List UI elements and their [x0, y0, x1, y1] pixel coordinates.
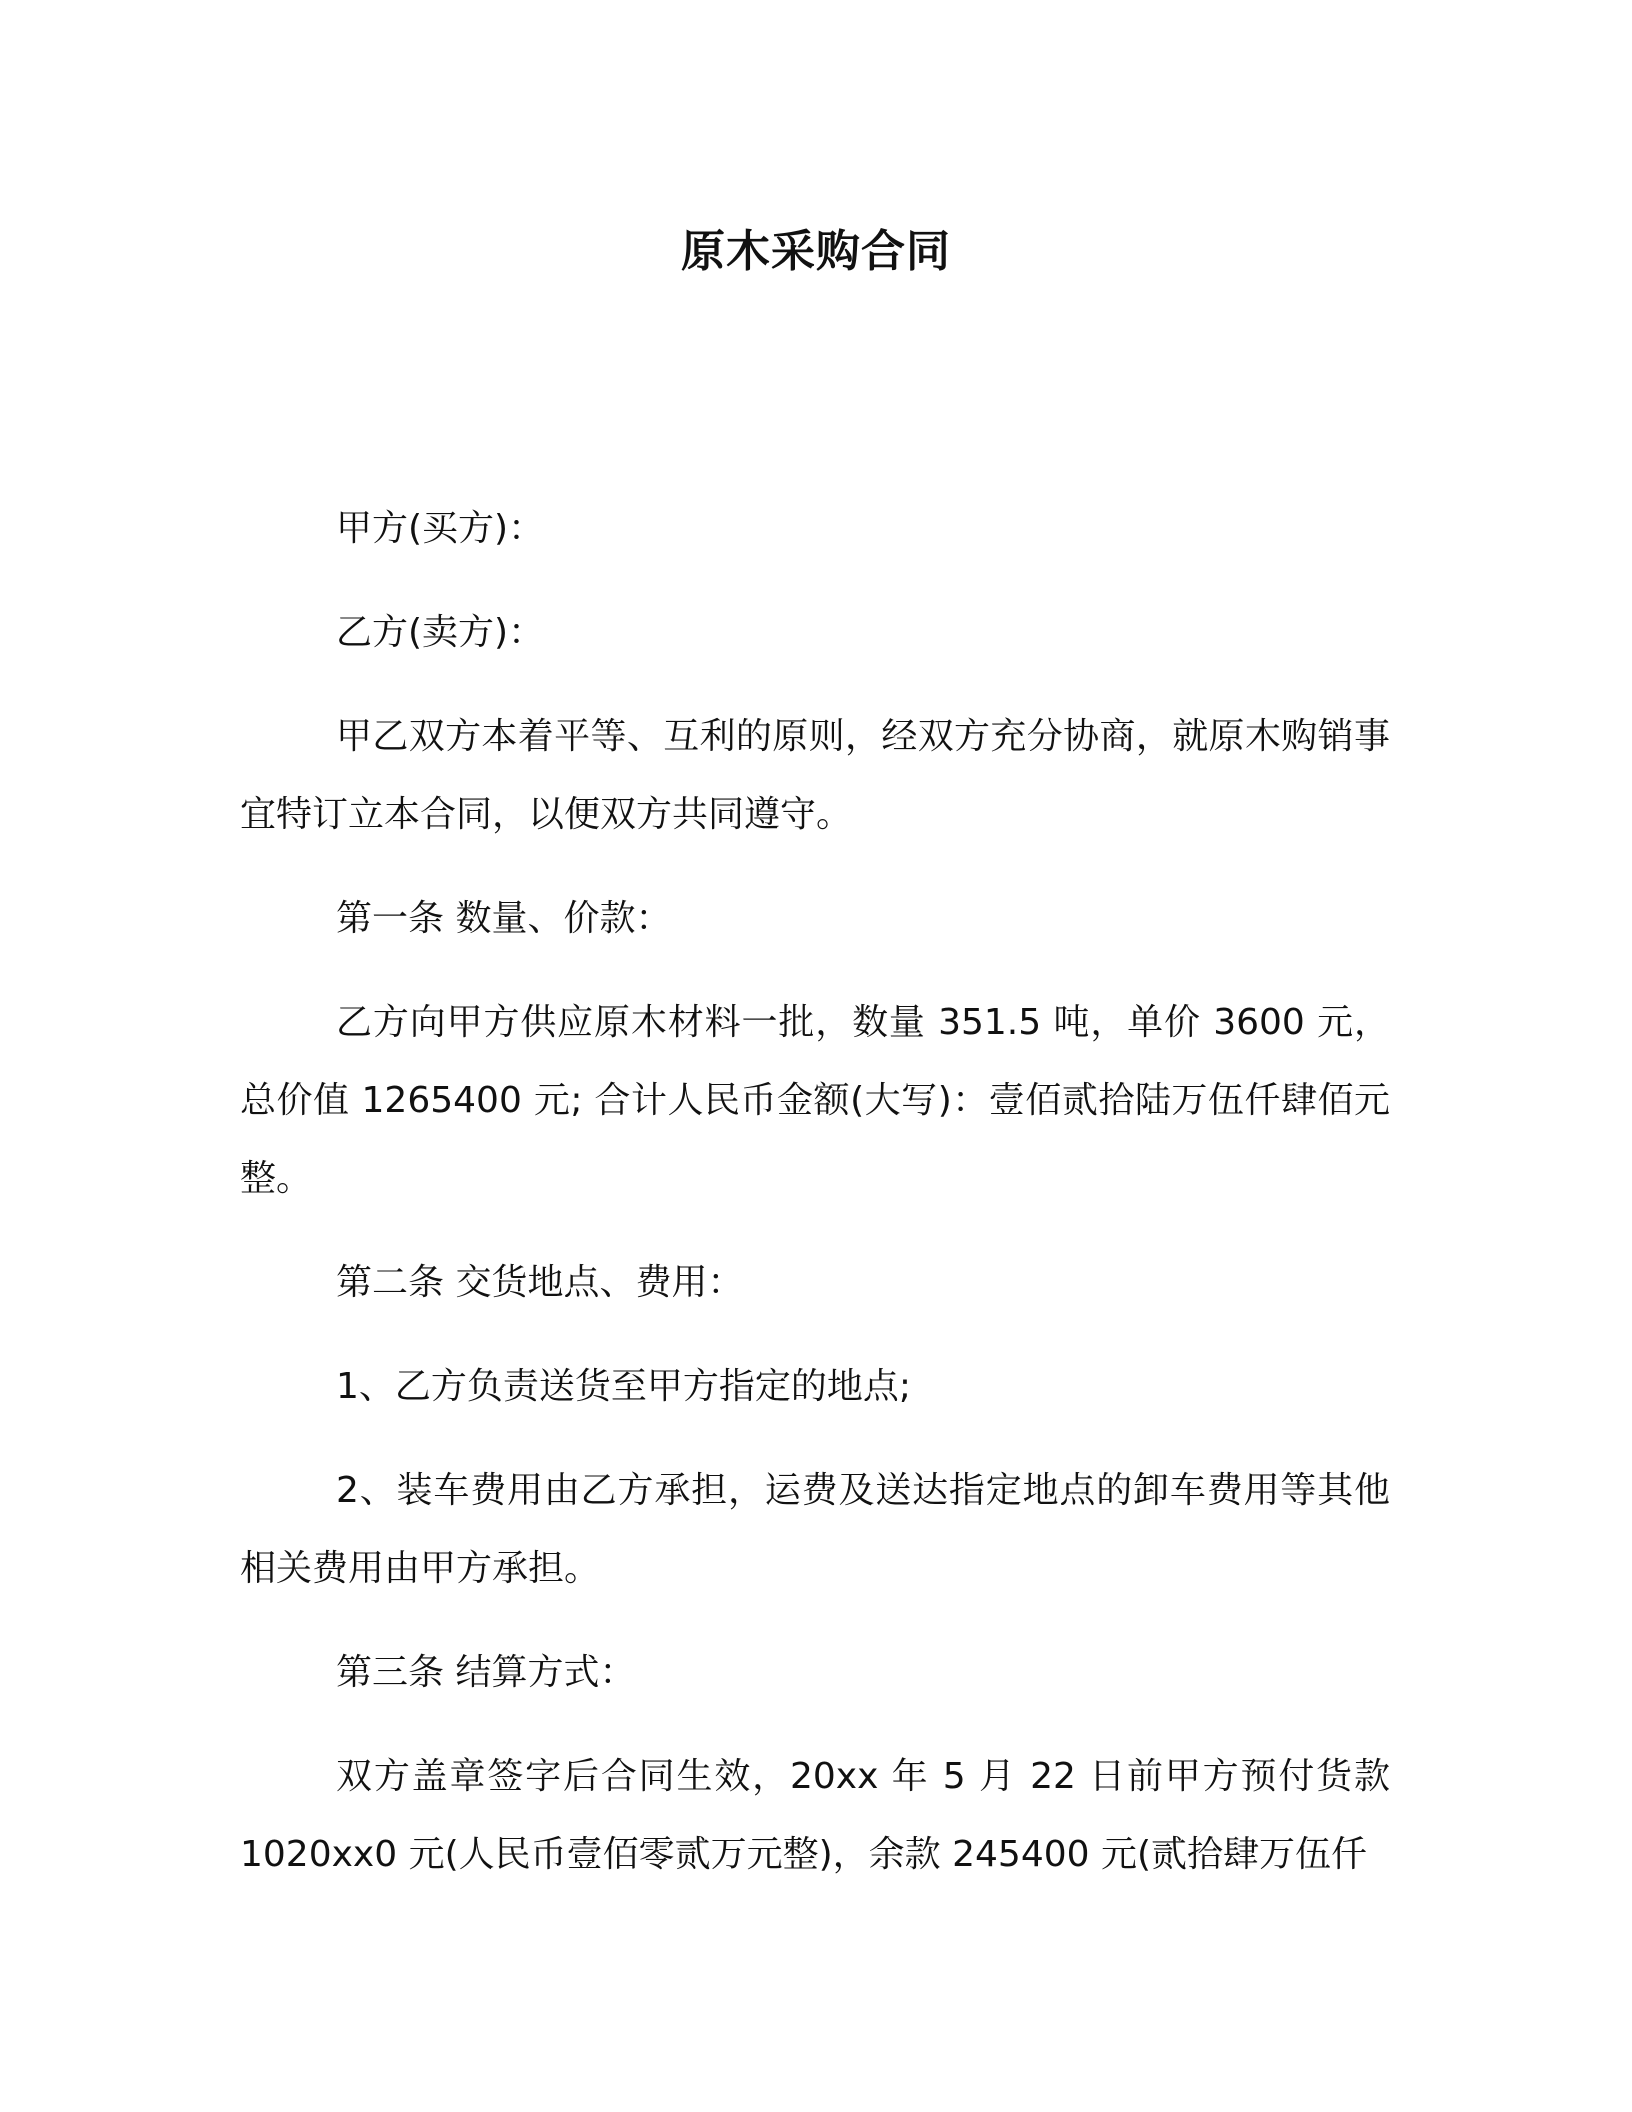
document-body	[240, 490, 1390, 1920]
party-a-line: 甲方(买方)：	[336, 508, 545, 549]
preamble-paragraph: 甲乙双方本着平等、互利的原则，经双方充分协商，就原木购销事宜特订立本合同，以便双方共同遵守。	[240, 716, 1390, 835]
party-b-line: 乙方(卖方)：	[336, 612, 545, 653]
article-3-heading: 第三条 结算方式：	[336, 1652, 636, 1693]
article-2-heading: 第二条 交货地点、费用：	[336, 1262, 744, 1303]
article-3-paragraph: 双方盖章签字后合同生效，20xx 年 5 月 22 日前甲方预付货款 1020xx0 元(人民币壹佰零贰万元整)，余款 245400 元(贰拾肆万伍仟	[240, 1756, 1390, 1875]
article-2-item-2: 2、装车费用由乙方承担，运费及送达指定地点的卸车费用等其他相关费用由甲方承担。	[240, 1470, 1390, 1589]
article-1-paragraph: 乙方向甲方供应原木材料一批，数量 351.5 吨，单价 3600 元，总价值 1265400 元; 合计人民币金额(大写)：壹佰贰拾陆万伍仟肆佰元整。	[240, 1002, 1390, 1199]
document-title: 原木采购合同	[681, 226, 951, 277]
article-2-item-1: 1、乙方负责送货至甲方指定的地点;	[336, 1366, 912, 1407]
article-1-heading: 第一条 数量、价款：	[336, 898, 672, 939]
